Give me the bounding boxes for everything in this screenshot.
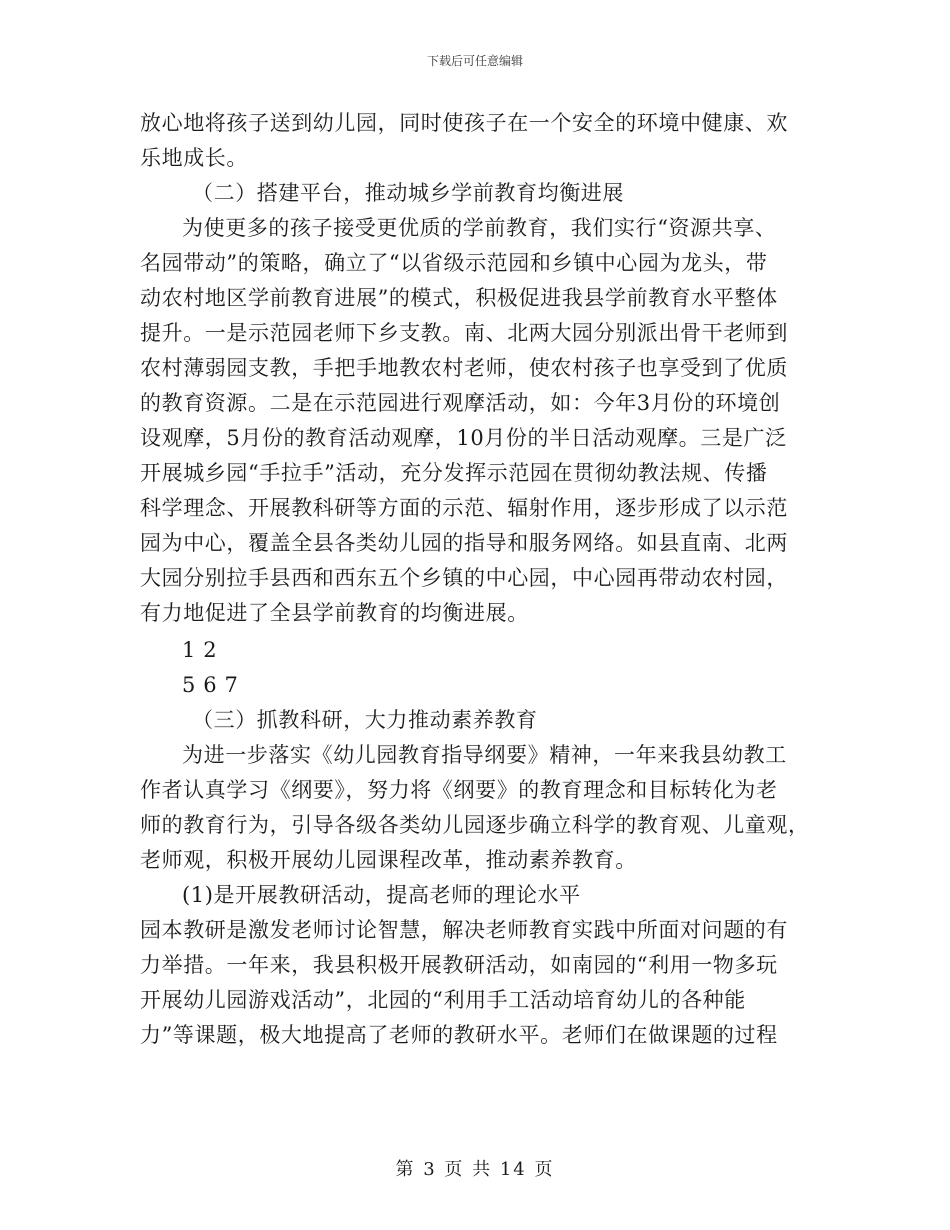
section-heading: （二）搭建平台，推动城乡学前教育均衡进展: [192, 181, 624, 205]
paragraph-line: 设观摩，5月份的教育活动观摩，10月份的半日活动观摩。三是广泛: [140, 426, 787, 450]
paragraph-line: 力”等课题，极大地提高了老师的教研水平。老师们在做课题的过程: [140, 1023, 778, 1047]
paragraph-line: 的教育资源。二是在示范园进行观摩活动，如：今年3月份的环境创: [140, 391, 781, 415]
stray-numbers: 1 2: [182, 638, 218, 662]
section-heading: （三）抓教科研，大力推动素养教育: [192, 708, 538, 732]
paragraph-line: 科学理念、开展教科研等方面的示范、辐射作用，逐步形成了以示范: [140, 496, 788, 520]
paragraph-line: 力举措。一年来，我县积极开展教研活动，如南园的“利用一物多玩: [140, 953, 778, 977]
paragraph-line: 开展幼儿园游戏活动”，北园的“利用手工活动培育幼儿的各种能: [140, 988, 746, 1012]
paragraph-line: 动农村地区学前教育进展”的模式，积极促进我县学前教育水平整体: [140, 286, 778, 310]
paragraph-line: 作者认真学习《纲要》，努力将《纲要》的教育理念和目标转化为老: [140, 778, 778, 802]
paragraph-line: 有力地促进了全县学前教育的均衡进展。: [140, 601, 529, 625]
paragraph-line: 园为中心，覆盖全县各类幼儿园的指导和服务网络。如县直南、北两: [140, 531, 788, 555]
paragraph-line: 老师观，积极开展幼儿园课程改革，推动素养教育。: [140, 848, 637, 872]
paragraph-line: 大园分别拉手县西和西东五个乡镇的中心园，中心园再带动农村园，: [140, 566, 788, 590]
paragraph-line: 乐地成长。: [140, 146, 248, 170]
paragraph-line: 师的教育行为，引导各级各类幼儿园逐步确立科学的教育观、儿童观，: [140, 813, 810, 837]
paragraph-line: 放心地将孩子送到幼儿园，同时使孩子在一个安全的环境中健康、欢: [140, 111, 788, 135]
paragraph-line: 开展城乡园“手拉手”活动，充分发挥示范园在贯彻幼教法规、传播: [140, 461, 768, 485]
document-body: [140, 106, 810, 1053]
paragraph-line: 名园带动”的策略，确立了“以省级示范园和乡镇中心园为龙头，带: [140, 251, 768, 275]
page-number-footer: 第 3 页 共 14 页: [395, 1159, 555, 1180]
sub-heading: (1)是开展教研活动，提高老师的理论水平: [182, 883, 581, 907]
paragraph-line: 为使更多的孩子接受更优质的学前教育，我们实行“资源共享、: [182, 216, 777, 240]
paragraph-line: 提升。一是示范园老师下乡支教。南、北两大园分别派出骨干老师到: [140, 321, 788, 345]
paragraph-line: 园本教研是激发老师讨论智慧，解决老师教育实践中所面对问题的有: [140, 918, 788, 942]
stray-numbers: 5 6 7: [182, 673, 239, 697]
header-note: 下载后可任意编辑: [426, 54, 523, 68]
paragraph-line: 农村薄弱园支教，手把手地教农村老师，使农村孩子也享受到了优质: [140, 356, 788, 380]
paragraph-line: 为进一步落实《幼儿园教育指导纲要》精神，一年来我县幼教工: [182, 743, 787, 767]
